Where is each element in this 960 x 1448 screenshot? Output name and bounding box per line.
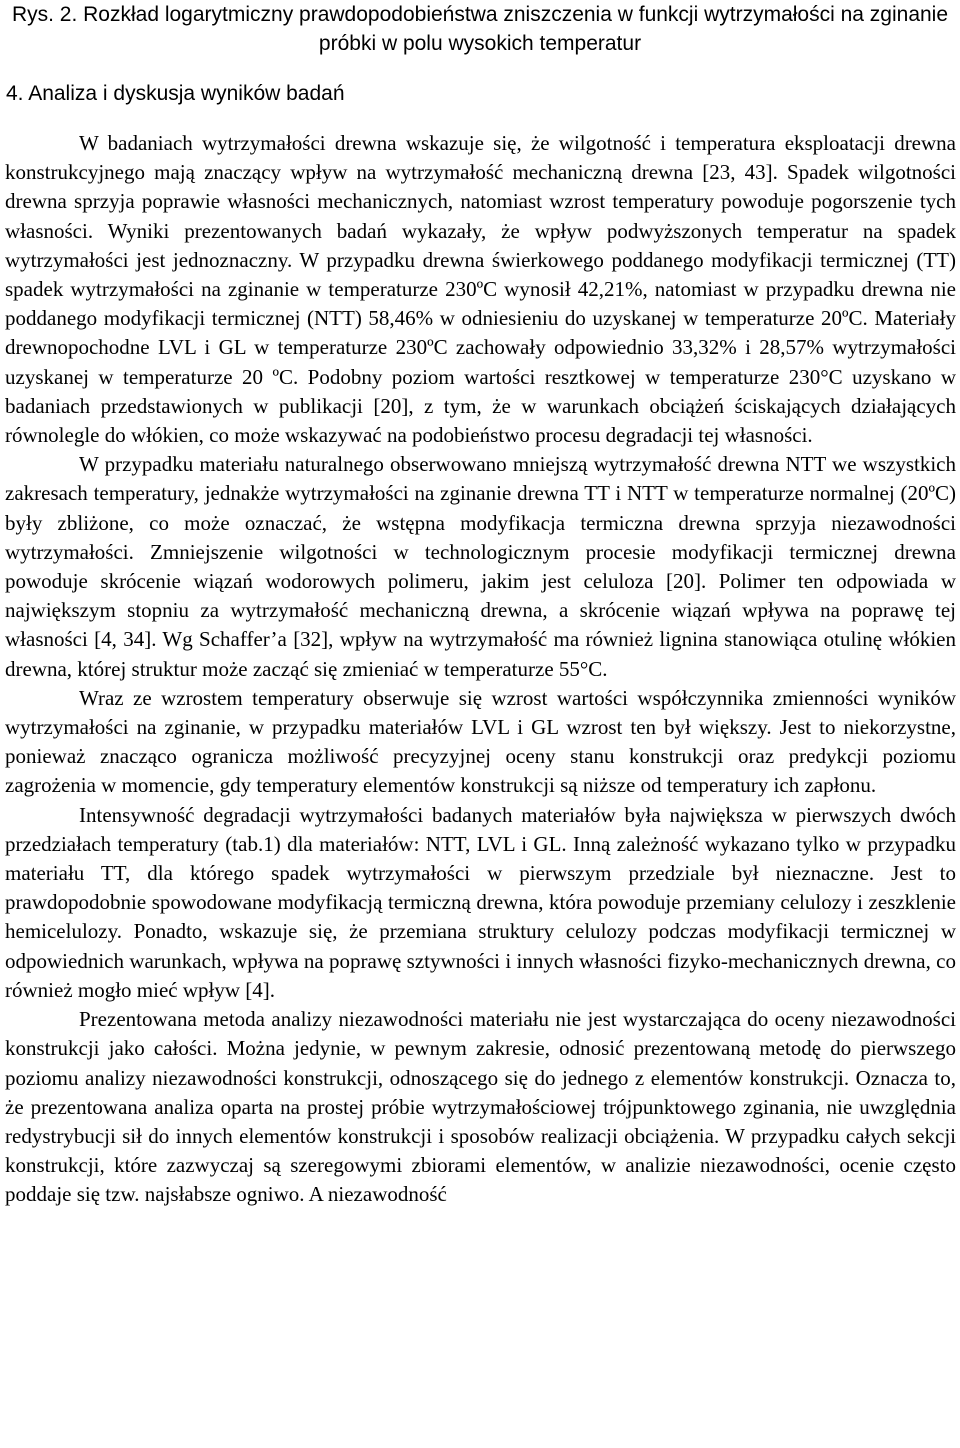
paragraph-3: Wraz ze wzrostem temperatury obserwuje się wzrost wartości współczynnika zmienności wyników wytrzymałości na zginanie, w przypadku materiałów LVL i GL wzrost ten był większy. Jest to niekorzystne, ponieważ znacząco ogranicza możliwość precyzyjnej oceny stanu konstrukcji oraz predykcji poziomu zagrożenia w momencie, gdy temperatury elementów konstrukcji są niższe od temperatury ich zapłonu. xyxy=(5,685,956,798)
section-heading: 4. Analiza i dyskusja wyników badań xyxy=(6,82,345,105)
paragraph-4: Intensywność degradacji wytrzymałości badanych materiałów była największa w pierwszych dwóch przedziałach temperatury (tab.1) dla materiałów: NTT, LVL i GL. Inną zależność wykazano tylko w przypadku materiału TT, dla którego spadek wytrzymałości w pierwszym przedziale był nieznaczne. Jest to prawdopodobnie spowodowane modyfikacją termiczną drewna, która powoduje przemiany celulozy i zeszklenie hemicelulozy. Ponadto, wskazuje się, że przemiana struktury celulozy podczas modyfikacji termicznej w odpowiednich warunkach, wpływa na poprawę sztywności i innych własności fizyko-mechanicznych drewna, co również mogło mieć wpływ [4]. xyxy=(5,802,956,1002)
body-text xyxy=(0,129,960,1210)
paragraph-2: W przypadku materiału naturalnego obserwowano mniejszą wytrzymałość drewna NTT we wszystkich zakresach temperatury, jednakże wytrzymałości na zginanie drewna TT i NTT w temperaturze normalnej (20ºC) były zbliżone, co może oznaczać, że wstępna modyfikacja termiczna drewna sprzyja niezawodności wytrzymałości. Zmniejszenie wilgotności w technologicznym procesie modyfikacji termicznej drewna powoduje skrócenie wiązań wodorowych polimeru, jakim jest celuloza [20]. Polimer ten odpowiada w największym stopniu za wytrzymałość mechaniczną drewna, a skrócenie wiązań wpływa na poprawę tej własności [4, 34]. Wg Schaffer’a [32], wpływ na wytrzymałość ma również lignina stanowiąca otulinę włókien drewna, której struktur może zacząć się zmieniać w temperaturze 55°C. xyxy=(5,452,956,681)
paragraph-1: W badaniach wytrzymałości drewna wskazuje się, że wilgotność i temperatura eksploatacji drewna konstrukcyjnego mają znaczący wpływ na wytrzymałość mechaniczną drewna [23, 43]. Spadek wilgotności drewna sprzyja poprawie własności mechanicznych, natomiast wzrost temperatury powoduje pogorszenie tych własności. Wyniki prezentowanych badań wykazały, że wpływ podwyższonych temperatur na spadek wytrzymałości jest jednoznaczny. W przypadku drewna świerkowego poddanego modyfikacji termicznej (TT) spadek wytrzymałości na zginanie w temperaturze 230ºC wynosił 42,21%, natomiast w przypadku drewna nie poddanego modyfikacji termicznej (NTT) 58,46% w odniesieniu do uzyskanej w temperaturze 20ºC. Materiały drewnopochodne LVL i GL w temperaturze 230ºC zachowały odpowiednio 33,32% i 28,57% wytrzymałości uzyskanej w temperaturze 20 ºC. Podobny poziom wartości resztkowej w temperaturze 230°C uzyskano w badaniach przedstawionych w publikacji [20], z tym, że w warunkach obciążeń ściskających działających równolegle do włókien, co może wskazywać na podobieństwo procesu degradacji tej własności. xyxy=(5,131,956,448)
figure-caption: Rys. 2. Rozkład logarytmiczny prawdopodobieństwa zniszczenia w funkcji wytrzymałości na zginanie próbki w polu wysokich temperatur xyxy=(11,3,949,55)
paragraph-5: Prezentowana metoda analizy niezawodności materiału nie jest wystarczająca do oceny niezawodności konstrukcji jako całości. Można jedynie, w pewnym zakresie, odnosić prezentowaną metodę do pierwszego poziomu analizy niezawodności konstrukcji, odnoszącego się do jednego z elementów konstrukcji. Oznacza to, że prezentowana analiza oparta na prostej próbie wytrzymałościowej trójpunktowego zginania, nie uwzględnia redystrybucji sił do innych elementów konstrukcji i sposobów realizacji obciążenia. W przypadku całych sekcji konstrukcji, które zazwyczaj są szeregowymi zbiorami elementów, w analizie niezawodności, ocenie często poddaje się tzw. najsłabsze ogniwo. A niezawodność xyxy=(5,1007,956,1207)
